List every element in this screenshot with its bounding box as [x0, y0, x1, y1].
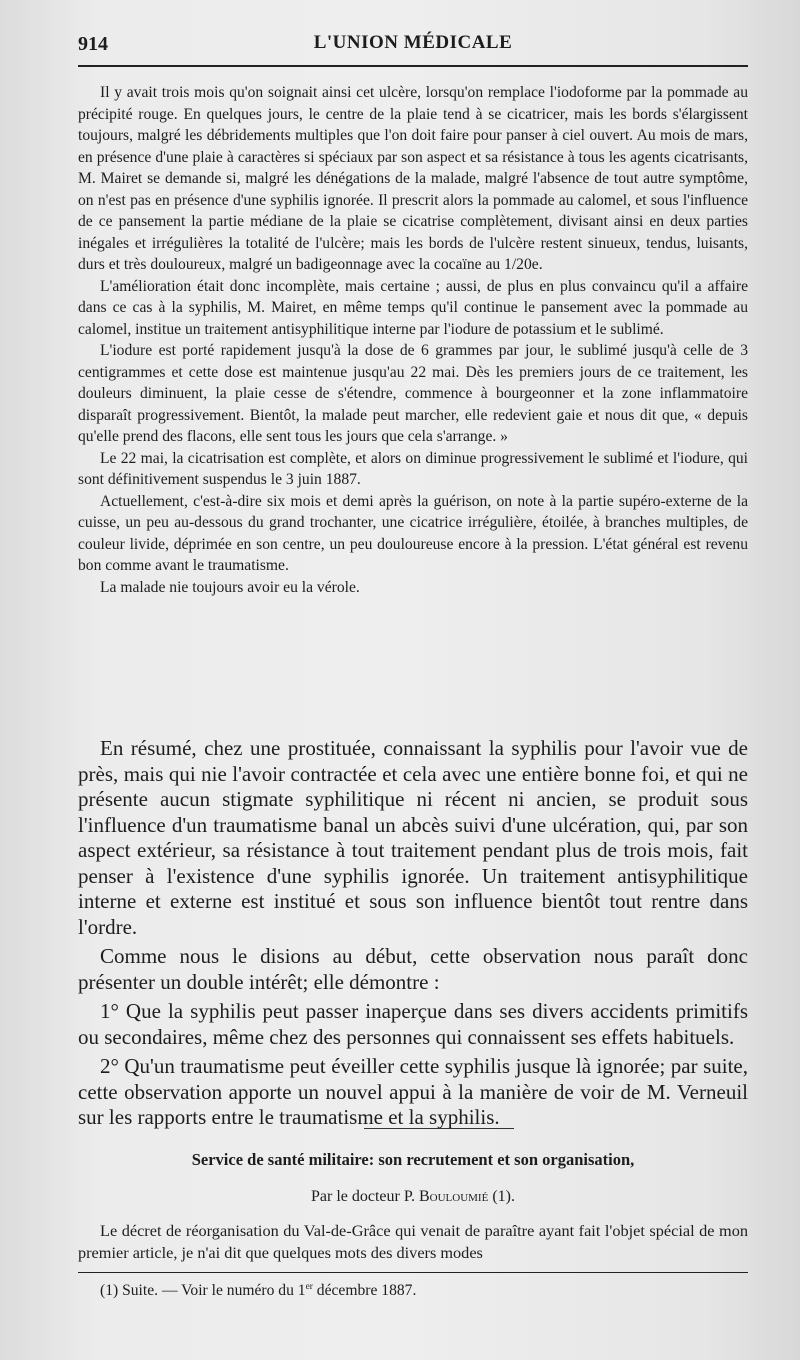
byline-author: Bouloumié [418, 1188, 489, 1205]
conclusion-point-1: 1° Que la syphilis peut passer inaperçue dans ses divers accidents primitifs ou secondaires, même chez des personnes qui connaissent ses effets habituels. [78, 999, 748, 1049]
paragraph-summary: En résumé, chez une prostituée, connaissant la syphilis pour l'avoir vue de près, mais qui nie l'avoir contractée et cela avec une entière bonne foi, et qui ne présente aucun stigmate syphilitique ni récent ni ancien, se produit sous l'influence d'un traumatisme banal un abcès suivi d'une ulcération, qui, par son aspect extérieur, sa résistance à tout traitement pendant plus de trois mois, fait penser à l'existence d'une syphilis ignorée. Un traitement antisyphilitique interne et externe est institué et sous son influence bientôt tout rentre dans l'ordre. [78, 736, 748, 939]
paragraph: L'iodure est porté rapidement jusqu'à la dose de 6 grammes par jour, le sublimé jusqu'à celle de 3 centigrammes et cette dose est maintenue jusqu'au 22 mai. Dès les premiers jours de ce traitement, les douleurs diminuent, la plaie cesse de s'étendre, commence à bourgeonner et la zone inflammatoire disparaît progressivement. Bientôt, la malade peut marcher, elle redevient gaie et nous dit que, « depuis qu'elle prend des flacons, elle sent tous les jours que cela s'arrange. » [78, 342, 748, 445]
paragraph: La malade nie toujours avoir eu la vérole. [100, 578, 360, 596]
conclusion-text [78, 736, 748, 1131]
paragraph-interest: Comme nous le disions au début, cette observation nous paraît donc présenter un double intérêt; elle démontre : [78, 944, 748, 994]
paragraph: Il y avait trois mois qu'on soignait ainsi cet ulcère, lorsqu'on remplace l'iodoforme par la pommade au précipité rouge. En quelques jours, le centre de la plaie tend à se cicatricer, mais les bords s'élargissent toujours, malgré les débridements multiples que l'on doit faire pour panser à ciel ouvert. Au mois de mars, en présence d'une plaie à caractères si spéciaux par son aspect et sa résistance à tous les agents cicatrisants, M. Mairet se demande si, malgré les dénégations de la malade, malgré l'absence de tout autre symptôme, on n'est pas en présence d'une syphilis ignorée. Il prescrit alors la pommade au calomel, et sous l'influence de ce pansement la partie médiane de la plaie se cicatrise complètement, divisant ainsi en deux parties inégales et irrégulières la totalité de l'ulcère; mais les bords de l'ulcère restent sinueux, tendus, luisants, durs et très douloureux, malgré un badigeonnage avec la cocaïne au 1/20e. [78, 84, 748, 273]
section-text: Le décret de réorganisation du Val-de-Grâce qui venait de paraître ayant fait l'objet spécial de mon premier article, je n'ai dit que quelques mots des divers modes [78, 1221, 748, 1262]
footnote-text: Suite. — Voir le numéro du 1 [118, 1282, 306, 1299]
header-rule [78, 65, 748, 67]
conclusion-point-2: 2° Qu'un traumatisme peut éveiller cette syphilis jusque là ignorée; par suite, cette observation apporte un nouvel appui à la manière de voir de M. Verneuil sur les rapports entre le traumatisme et la syphilis. [78, 1054, 748, 1129]
footnote-superscript: er [305, 1281, 313, 1292]
paragraph: L'amélioration était donc incomplète, mais certaine ; aussi, de plus en plus convaincu qu'il a affaire dans ce cas à la syphilis, M. Mairet, en même temps qu'il continue le pansement avec la pommade au calomel, institue un traitement antisyphilitique interne par l'iodure de potassium et le sublimé. [78, 277, 748, 338]
page-number: 914 [78, 33, 108, 55]
article-section [78, 1148, 748, 1264]
paragraph: Le 22 mai, la cicatrisation est complète, et alors on diminue progressivement le sublimé et l'iodure, qui sont définitivement suspendus le 3 juin 1887. [78, 449, 748, 488]
byline-prefix: Par le docteur P. [311, 1188, 419, 1205]
running-title: L'UNION MÉDICALE [313, 32, 513, 53]
footnote [100, 1280, 740, 1302]
footnote-date: décembre 1887. [312, 1282, 417, 1299]
footnote-marker: (1) [100, 1282, 119, 1299]
section-title: Service de santé militaire: son recrutement et son organisation, [191, 1150, 635, 1169]
case-report-text [78, 82, 748, 598]
paragraph: Actuellement, c'est-à-dire six mois et demi après la guérison, on note à la partie supéro-externe de la cuisse, un peu au-dessous du grand trochanter, une cicatrice irrégulière, étoilée, à branches multiples, de couleur livide, déprimée en son centre, un peu douloureuse encore à la pression. L'état général est revenu bon comme avant le traumatisme. [78, 492, 748, 574]
section-byline [78, 1184, 748, 1210]
page-header [78, 30, 748, 60]
footnote-rule [78, 1272, 748, 1273]
section-divider [364, 1128, 514, 1129]
byline-suffix: (1). [488, 1188, 515, 1205]
